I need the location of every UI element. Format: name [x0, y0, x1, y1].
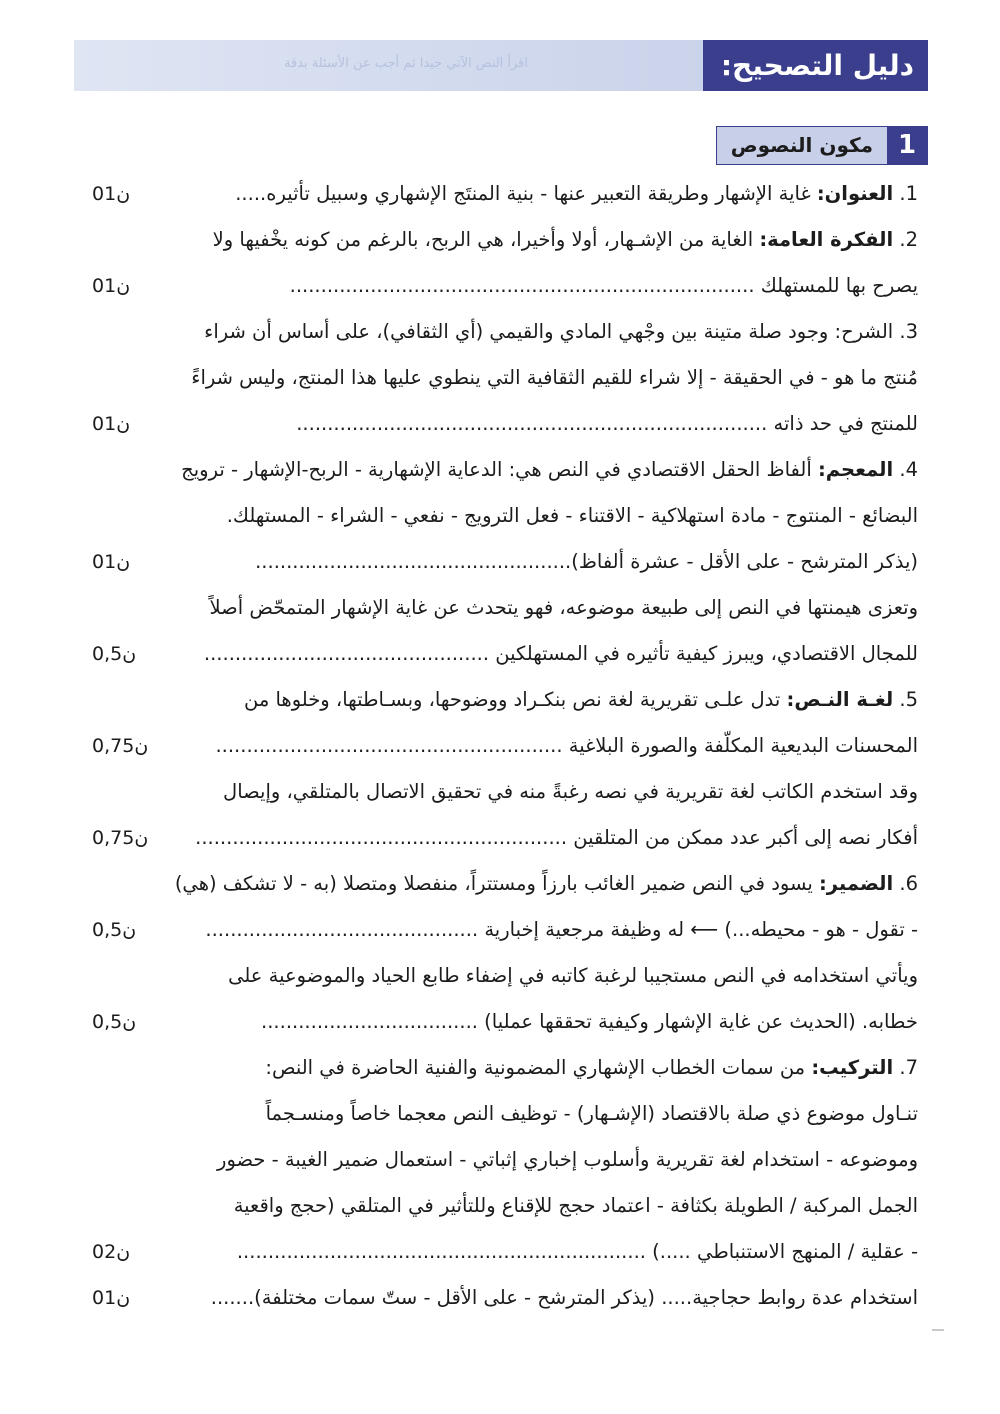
page-title: دليل التصحيح:	[703, 40, 928, 91]
text-line: (يذكر المترشح - على الأقل - عشرة ألفاظ)...................................................	[255, 550, 918, 573]
text-line: 6. الضمير: يسود في النص ضمير الغائب بارزاً ومستتراً، منفصلا ومتصلا (به - لا تشكف (هي)	[174, 872, 918, 895]
score-mark: 02ن	[92, 1241, 131, 1263]
text-line: البضائع - المنتوج - مادة استهلاكية - الاقتناء - فعل الترويج - نفعي - الشراء - المستهلك.	[226, 504, 918, 527]
text-line: 7. التركيب: من سمات الخطاب الإشهاري المضمونية والفنية الحاضرة في النص:	[265, 1056, 918, 1079]
score-mark: 01ن	[92, 551, 131, 573]
text-line: 5. لغـة النـص: تدل علـى تقريرية لغة نص بنكـراد ووضوحها، وبسـاطتها، وخلوها من	[243, 688, 918, 711]
text-line: مُنتج ما هو - في الحقيقة - إلا شراء للقيم الثقافية التي ينطوي عليها هذا المنتج، وليس شراءً	[191, 366, 918, 389]
text-line: تنـاول موضوع ذي صلة بالاقتصاد (الإشـهار) - توظيف النص معجما خاصاً ومنسـجماً	[265, 1102, 918, 1125]
score-mark: 01ن	[92, 413, 131, 435]
score-mark: 0,5ن	[92, 919, 137, 941]
page-mark	[932, 1329, 944, 1331]
text-line: 4. المعجم: ألفاظ الحقل الاقتصادي في النص هي: الدعاية الإشهارية - الربح-الإشهار - ترويج	[181, 458, 918, 481]
text-line: خطابه. (الحديث عن غاية الإشهار وكيفية تحققها عمليا) ...................................	[261, 1010, 918, 1033]
score-mark: 0,5ن	[92, 643, 137, 665]
header-ghost-text: اقرأ النص الآتي جيدا ثم أجب عن الأسئلة بدقة	[283, 56, 529, 71]
text-line: للمجال الاقتصادي، ويبرز كيفية تأثيره في المستهلكين ..............................................	[203, 642, 918, 665]
text-line: ويأتي استخدامه في النص مستجيبا لرغبة كاتبه في إضفاء طابع الحياد والموضوعية على	[228, 964, 918, 987]
text-line: 3. الشرح: وجود صلة متينة بين وجْهي المادي والقيمي (أي الثقافي)، على أساس أن شراء	[204, 320, 918, 343]
score-mark: 01ن	[92, 1287, 131, 1309]
section-number: 1	[887, 127, 927, 164]
text-line: الجمل المركبة / الطويلة بكثافة - اعتماد حجج للإقناع وللتأثير في المتلقي (حجج واقعية	[233, 1194, 918, 1217]
text-line: 1. العنوان: غاية الإشهار وطريقة التعبير عنها - بنية المنتَج الإشهاري وسبيل تأثيره.....	[235, 182, 918, 205]
text-line: أفكار نصه إلى أكبر عدد ممكن من المتلقين ............................................................	[195, 826, 918, 849]
text-line: استخدام عدة روابط حجاجية..... (يذكر المترشح - على الأقل - ستّ سمات مختلفة).......	[210, 1286, 918, 1309]
text-line: المحسنات البديعية المكلّفة والصورة البلاغية ........................................................	[215, 734, 918, 757]
text-line: - تقول - هو - محيطه...) ⟵ له وظيفة مرجعية إخبارية ............................................	[205, 918, 918, 941]
score-mark: 0,75ن	[92, 827, 149, 849]
text-line: وقد استخدم الكاتب لغة تقريرية في نصه رغبةً منه في تحقيق الاتصال بالمتلقي، وإيصال	[223, 780, 918, 803]
score-mark: 01ن	[92, 275, 131, 297]
score-mark: 0,75ن	[92, 735, 149, 757]
score-mark: 0,5ن	[92, 1011, 137, 1033]
text-line: وموضوعه - استخدام لغة تقريرية وأسلوب إخباري إثباتي - استعمال ضمير الغيبة - حضور	[217, 1148, 918, 1171]
text-line: - عقلية / المنهج الاستنباطي .....) ..................................................................	[236, 1240, 918, 1263]
section-title: مكون النصوص	[717, 127, 887, 164]
text-line: للمنتج في حد ذاته ............................................................................	[296, 412, 918, 435]
text-line: يصرح بها للمستهلك ...........................................................................	[289, 274, 918, 297]
text-line: 2. الفكرة العامة: الغاية من الإشـهار، أولا وأخيرا، هي الربح، بالرغم من كونه يخْفيها ولا	[212, 228, 918, 251]
text-line: وتعزى هيمنتها في النص إلى طبيعة موضوعه، فهو يتحدث عن غاية الإشهار المتمحّض أصلاً	[209, 596, 918, 619]
score-mark: 01ن	[92, 183, 131, 205]
